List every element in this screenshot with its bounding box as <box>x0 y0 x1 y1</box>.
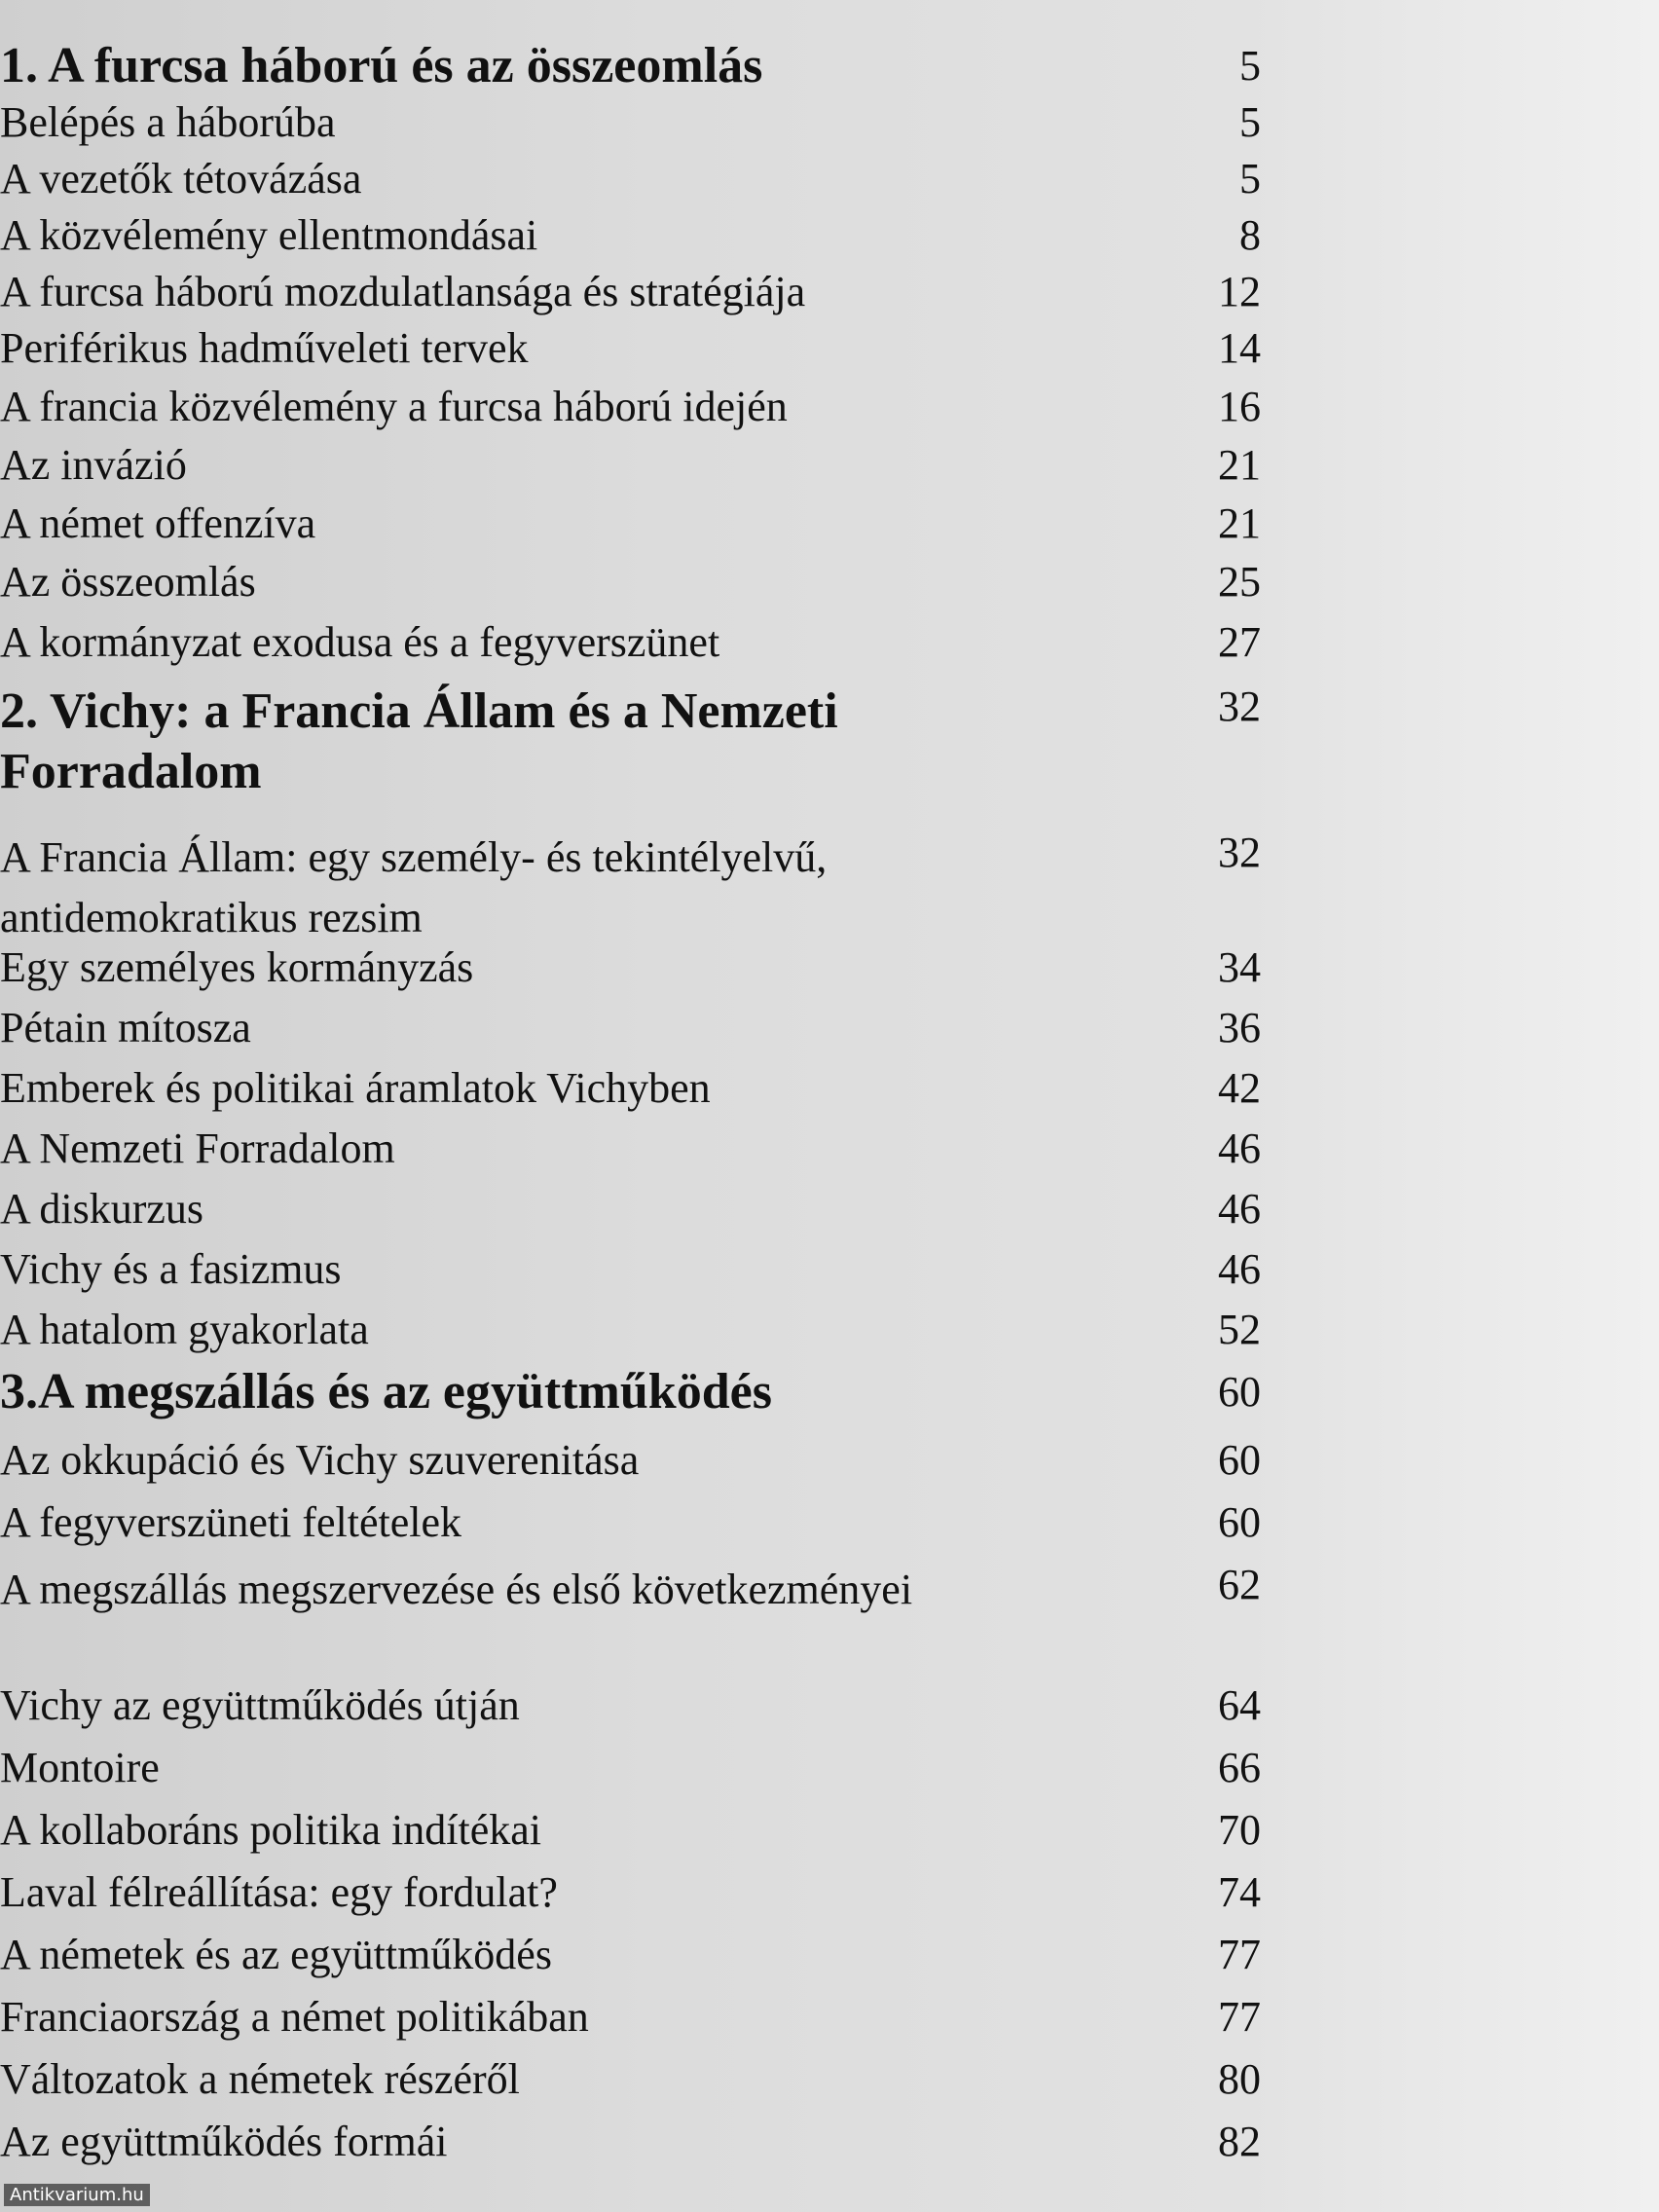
toc-entry-title: A vezetők tétovázása <box>0 155 362 203</box>
toc-entry-title: A francia közvélemény a furcsa háború idején <box>0 383 788 430</box>
toc-entry-page: 77 <box>1218 1931 1261 1978</box>
toc-entry-title: Az összeomlás <box>0 558 256 606</box>
toc-entry-title: Az invázió <box>0 441 187 489</box>
toc-entry-page: 34 <box>1218 943 1261 991</box>
toc-entry-page: 5 <box>1239 42 1261 90</box>
toc-entry-title: A kollaboráns politika indítékai <box>0 1806 542 1854</box>
toc-entry-title: A diskurzus <box>0 1185 203 1233</box>
toc-entry-page: 60 <box>1218 1436 1261 1484</box>
toc-entry-title: Franciaország a német politikában <box>0 1993 589 2041</box>
toc-entry-title: A Francia Állam: egy személy- és tekintélyelvű, antidemokratikus rezsim <box>0 833 828 941</box>
toc-entry-page: 42 <box>1218 1064 1261 1112</box>
toc-entry-title: Vichy és a fasizmus <box>0 1245 342 1293</box>
watermark: Antikvarium.hu <box>4 2184 150 2206</box>
toc-entry-title: 3.A megszállás és az együttműködés <box>0 1364 772 1419</box>
toc-entry-page: 46 <box>1218 1185 1261 1233</box>
toc-entry-page: 16 <box>1218 383 1261 430</box>
toc-entry-page: 46 <box>1218 1245 1261 1293</box>
toc-entry-page: 12 <box>1218 268 1261 315</box>
toc-entry-page: 52 <box>1218 1306 1261 1353</box>
toc-entry-title: A Nemzeti Forradalom <box>0 1124 395 1172</box>
toc-entry-page: 64 <box>1218 1681 1261 1729</box>
toc-entry-page: 77 <box>1218 1993 1261 2041</box>
toc-entry-title: A furcsa háború mozdulatlansága és stratégiája <box>0 268 806 315</box>
toc-entry-title: A megszállás megszervezése és első következményei <box>0 1566 913 1613</box>
toc-entry-title: 2. Vichy: a Francia Állam és a Nemzeti Forradalom <box>0 683 838 799</box>
toc-entry-title: Vichy az együttműködés útján <box>0 1681 520 1729</box>
toc-entry-page: 21 <box>1218 441 1261 489</box>
toc-entry-page: 5 <box>1239 98 1261 146</box>
toc-entry-page: 74 <box>1218 1868 1261 1916</box>
toc-entry-title: Az okkupáció és Vichy szuverenitása <box>0 1436 640 1484</box>
toc-entry-page: 21 <box>1218 499 1261 547</box>
toc-entry-title: Pétain mítosza <box>0 1004 251 1051</box>
toc-entry-title: Emberek és politikai áramlatok Vichyben <box>0 1064 711 1112</box>
toc-entry-page: 27 <box>1218 618 1261 666</box>
toc-entry-title: A hatalom gyakorlata <box>0 1306 369 1353</box>
toc-entry-page: 5 <box>1239 155 1261 203</box>
toc-entry-title: Montoire <box>0 1744 160 1791</box>
toc-entry-title: Egy személyes kormányzás <box>0 943 474 991</box>
toc-entry-page: 80 <box>1218 2055 1261 2103</box>
toc-entry-page: 36 <box>1218 1004 1261 1051</box>
toc-entry-page: 46 <box>1218 1124 1261 1172</box>
toc-entry-page: 70 <box>1218 1806 1261 1854</box>
toc-entry-title: A közvélemény ellentmondásai <box>0 211 538 259</box>
toc-entry-title: A német offenzíva <box>0 499 316 547</box>
toc-entry-page: 14 <box>1218 324 1261 372</box>
toc-entry-title: Az együttműködés formái <box>0 2118 448 2165</box>
toc-entry-title: 1. A furcsa háború és az összeomlás <box>0 38 763 93</box>
toc-entry-title: Változatok a németek részéről <box>0 2055 520 2103</box>
toc-entry-title: A németek és az együttműködés <box>0 1931 552 1978</box>
toc-entry-page: 32 <box>1218 682 1261 730</box>
toc-entry-page: 8 <box>1239 211 1261 259</box>
toc-entry-page: 25 <box>1218 558 1261 606</box>
toc-entry-page: 66 <box>1218 1744 1261 1791</box>
toc-entry-page: 82 <box>1218 2118 1261 2165</box>
toc-entry-page: 60 <box>1218 1368 1261 1416</box>
toc-entry-page: 62 <box>1218 1561 1261 1608</box>
toc-entry-title: A fegyverszüneti feltételek <box>0 1498 462 1546</box>
toc-entry-title: Periférikus hadműveleti tervek <box>0 324 529 372</box>
toc-entry-page: 60 <box>1218 1498 1261 1546</box>
toc-entry-title: Laval félreállítása: egy fordulat? <box>0 1868 558 1916</box>
toc-entry-title: A kormányzat exodusa és a fegyverszünet <box>0 618 720 666</box>
toc-entry-page: 32 <box>1218 829 1261 876</box>
toc-entry-title: Belépés a háborúba <box>0 98 336 146</box>
